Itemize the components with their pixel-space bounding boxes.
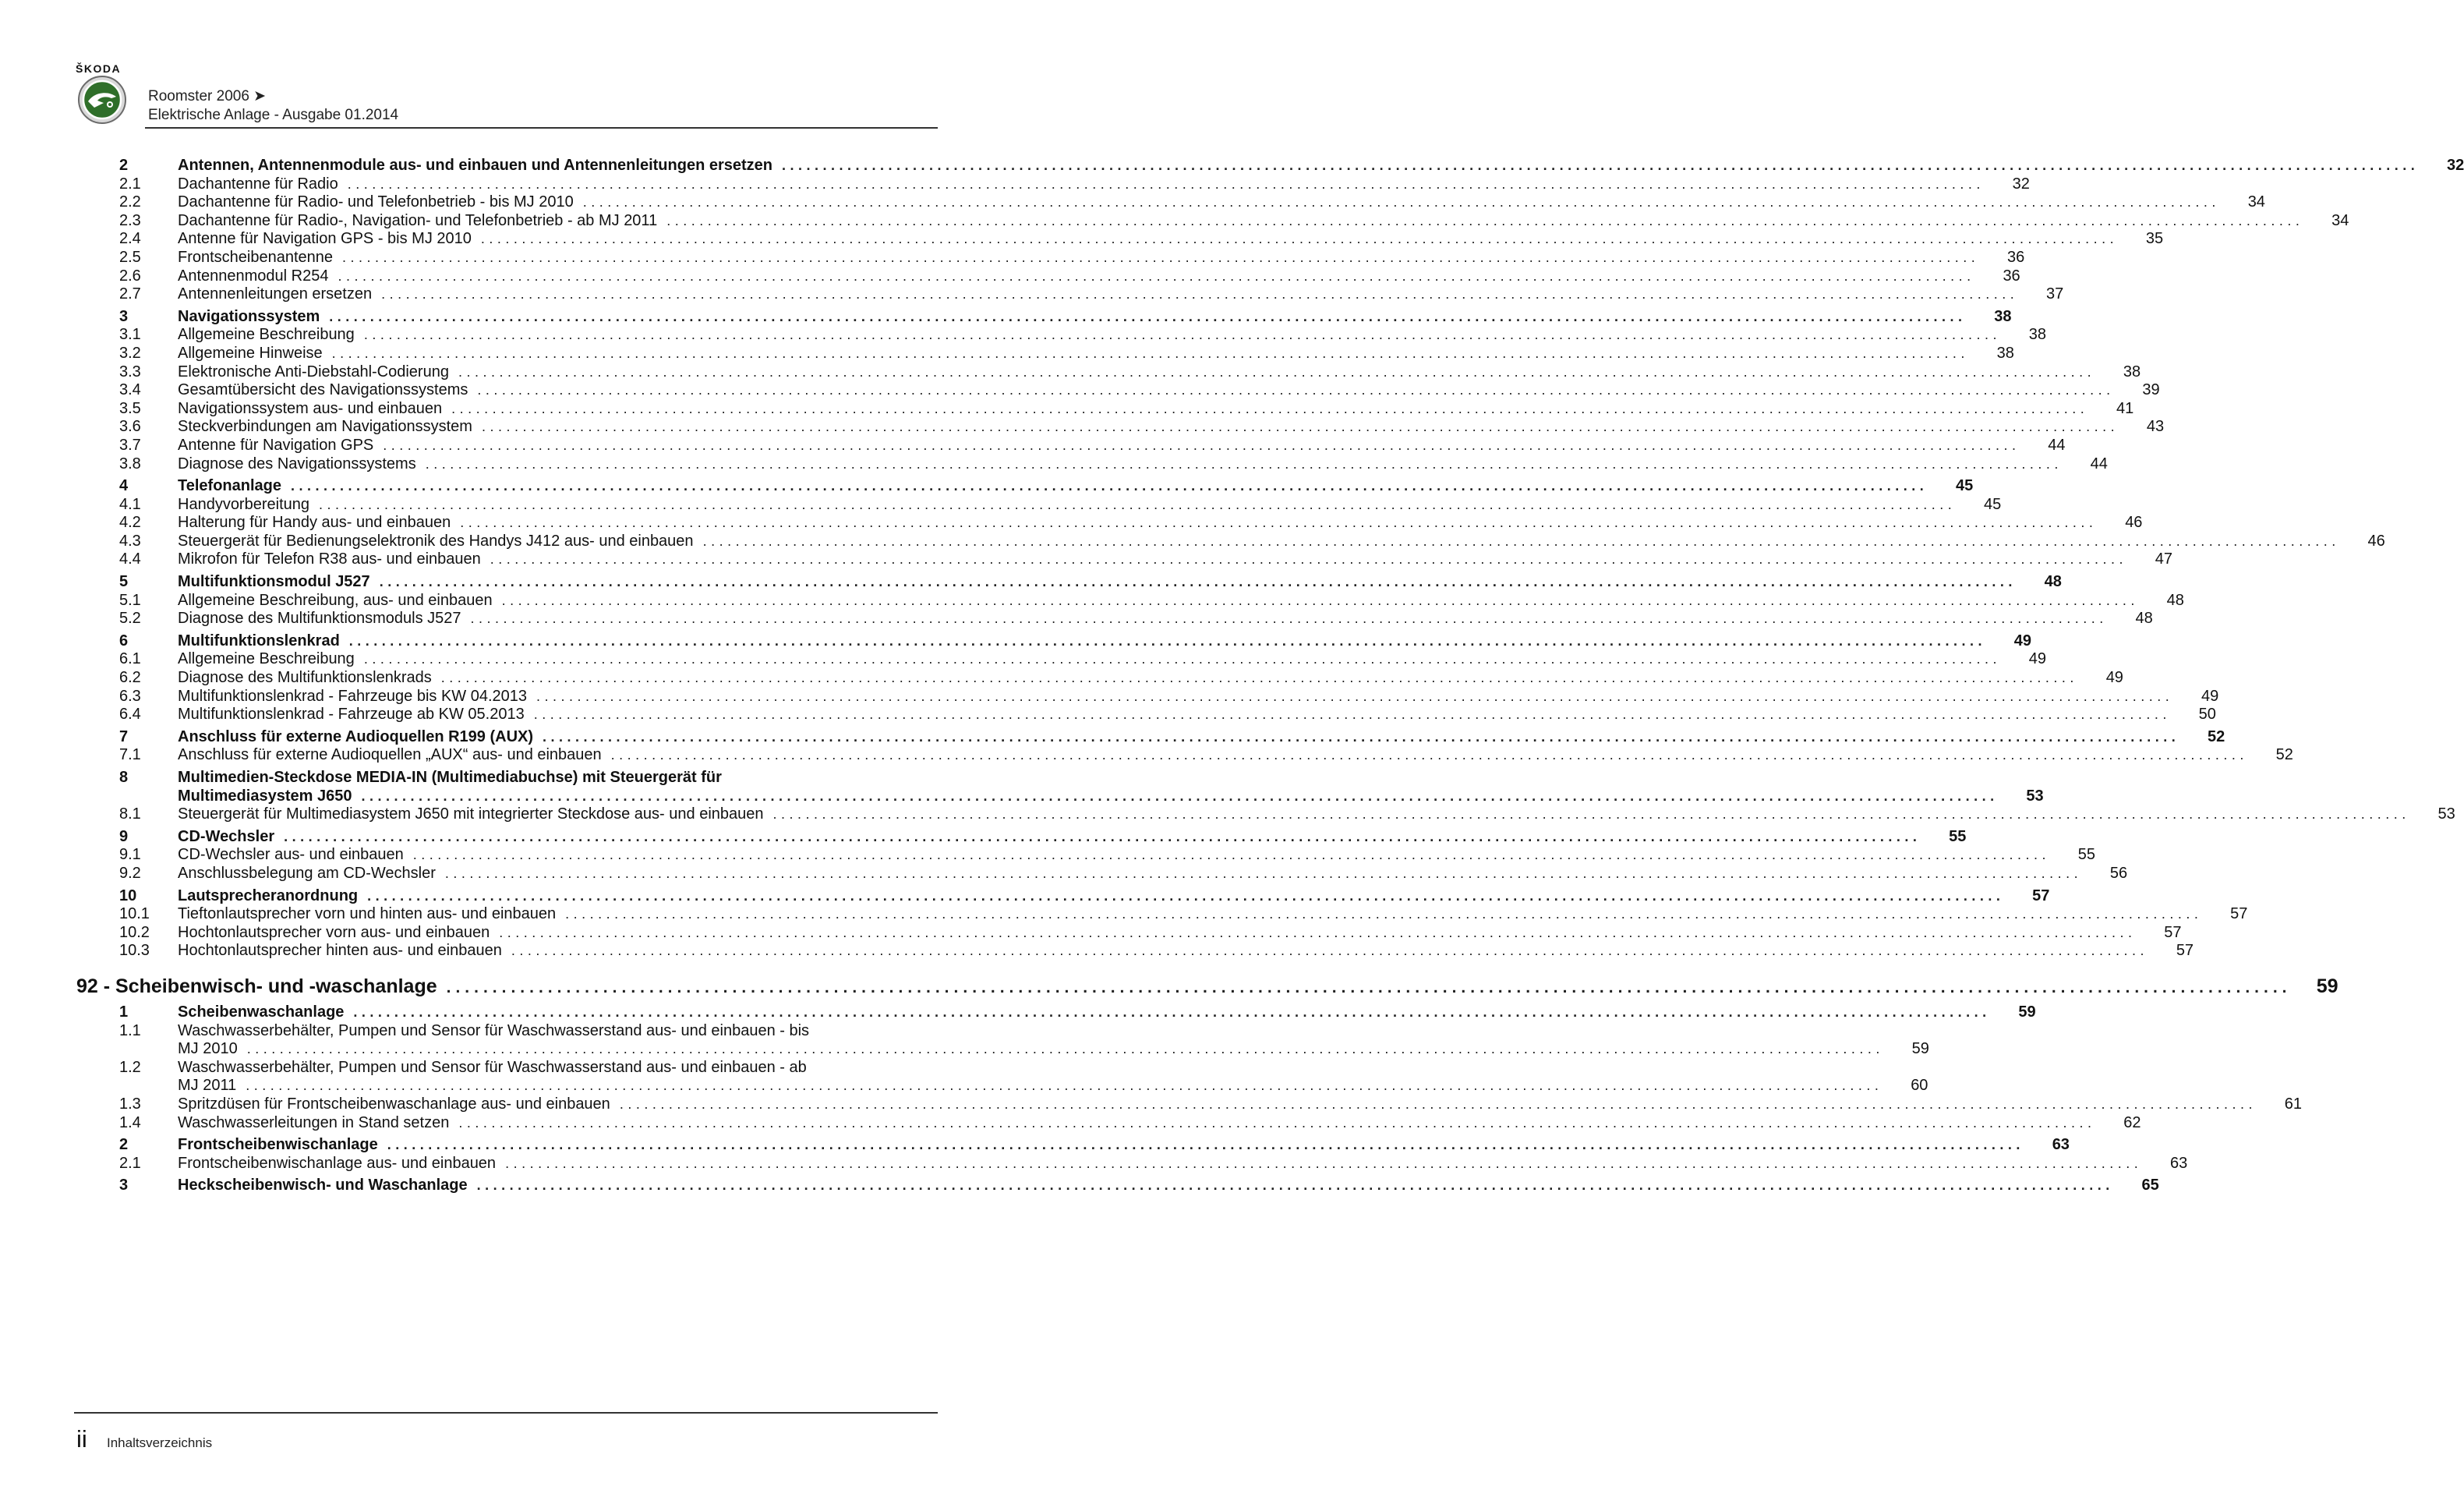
toc-entry-number: 1	[119, 1003, 129, 1021]
page-header	[74, 61, 938, 128]
toc-entry-number: 7.1	[119, 746, 141, 764]
dot-leader: ........................................................................................................................................................................................................	[363, 327, 2002, 343]
dot-leader: ........................................................................................................................................................................................................	[361, 787, 1999, 804]
dot-leader: ........................................................................................................................................................................................................	[363, 651, 2002, 667]
toc-entry-number: 9	[119, 827, 129, 845]
toc-entry[interactable]	[74, 769, 2044, 805]
toc-entry-title: Handyvorbereitung	[178, 495, 309, 513]
toc-entry[interactable]	[74, 514, 2143, 533]
toc-entry[interactable]	[74, 550, 2172, 569]
toc-entry-page: 47	[2155, 550, 2172, 568]
toc-entry-page: 48	[2044, 573, 2062, 591]
toc-entry-number: 2.4	[119, 230, 141, 248]
toc-entry[interactable]	[74, 211, 2349, 231]
toc-entry-title: Frontscheibenwischanlage aus- und einbauen	[178, 1154, 497, 1172]
toc-entry[interactable]	[74, 887, 2050, 906]
toc-entry-number: 9.1	[119, 846, 141, 864]
dot-leader: ........................................................................................................................................................................................................	[772, 806, 2410, 823]
toc-entry-page: 38	[1996, 344, 2014, 362]
toc-entry[interactable]	[74, 746, 2293, 765]
dot-leader: ........................................................................................................................................................................................................	[490, 551, 2127, 568]
toc-entry-page: 45	[1955, 477, 1974, 495]
dot-leader: ........................................................................................................................................................................................................	[619, 1095, 2257, 1112]
toc-entry-number: 2	[119, 157, 129, 174]
dot-leader: ........................................................................................................................................................................................................	[565, 906, 2203, 922]
toc-entry-number: 6.4	[119, 706, 141, 724]
toc-entry-page: 34	[2247, 193, 2265, 211]
toc-entry-page: 57	[2164, 923, 2182, 941]
toc-entry-number: 4.1	[119, 495, 141, 513]
toc-entry-title: CD-Wechsler aus- und einbauen	[178, 846, 404, 864]
toc-entry-number: 2.3	[119, 211, 141, 229]
dot-leader: ........................................................................................................................................................................................................	[444, 865, 2083, 881]
page-number: ii	[76, 1425, 87, 1453]
toc-entry-page: 43	[2146, 418, 2165, 436]
dot-leader: ........................................................................................................................................................................................................	[702, 533, 2340, 549]
dot-leader: ........................................................................................................................................................................................................	[481, 419, 2119, 435]
toc-entry[interactable]	[74, 632, 2031, 651]
toc-entry-number: 4	[119, 477, 129, 495]
toc-entry-title: Lautsprecheranordnung	[178, 887, 359, 904]
toc-entry-title: Diagnose des Navigationssystems	[178, 455, 416, 472]
toc-entry[interactable]	[74, 805, 2455, 824]
toc-entry-number: 1.4	[119, 1113, 141, 1131]
toc-entry[interactable]	[74, 687, 2219, 706]
toc-entry-page: 48	[2166, 591, 2184, 609]
footer-divider	[74, 1412, 938, 1414]
toc-entry-title: Antenne für Navigation GPS - bis MJ 2010	[178, 230, 472, 248]
toc-entry[interactable]	[74, 610, 2153, 628]
dot-leader: ........................................................................................................................................................................................................	[329, 308, 1967, 324]
toc-entry[interactable]	[74, 285, 2064, 304]
toc-entry-title: Frontscheibenwischanlage	[178, 1136, 378, 1154]
toc-entry-number: 7	[119, 727, 129, 745]
toc-entry-page: 65	[2141, 1177, 2159, 1194]
dot-leader: ........................................................................................................................................................................................................	[367, 887, 2005, 904]
dot-leader: ........................................................................................................................................................................................................	[458, 1114, 2096, 1131]
dot-leader: ........................................................................................................................................................................................................	[533, 706, 2171, 723]
toc-entry[interactable]	[74, 157, 2464, 175]
dot-leader: ........................................................................................................................................................................................................	[499, 924, 2137, 940]
toc-entry-title: Elektronische Anti-Diebstahl-Codierung	[178, 363, 449, 380]
toc-entry-number: 2	[119, 1136, 129, 1154]
toc-entry[interactable]	[74, 175, 2030, 194]
toc-entry-page: 49	[2201, 687, 2219, 705]
toc-entry-page: 61	[2284, 1095, 2303, 1113]
toc-entry-title: Diagnose des Multifunktionsmoduls J527	[178, 610, 461, 628]
toc-entry-title: Gesamtübersicht des Navigationssystems	[178, 381, 468, 399]
toc-entry-number: 5.1	[119, 591, 141, 609]
toc-entry[interactable]	[74, 1113, 2141, 1133]
toc-entry-page: 45	[1983, 495, 2002, 513]
toc-entry-title: Steuergerät für Bedienungselektronik des Handys J412 aus- und einbauen	[178, 532, 694, 550]
toc-entry-title-line1: Waschwasserbehälter, Pumpen und Sensor für Waschwasserstand aus- und einbauen - bis	[178, 1021, 810, 1039]
dot-leader: ........................................................................................................................................................................................................	[582, 194, 2220, 211]
toc-entry-number: 3.3	[119, 363, 141, 380]
toc-entry-number: 10.3	[119, 942, 150, 960]
toc-entry-page: 46	[2125, 514, 2143, 532]
toc-entry[interactable]	[74, 846, 2095, 865]
toc-entry[interactable]	[74, 193, 2265, 212]
toc-entry-page: 32	[2446, 157, 2464, 174]
toc-entry[interactable]	[74, 267, 2020, 286]
toc-entry[interactable]	[74, 495, 2002, 515]
toc-entry-title-line1: Multimedien-Steckdose MEDIA-IN (Multimediabuchse) mit Steuergerät für	[178, 769, 722, 786]
toc-entry-number: 3.5	[119, 399, 141, 417]
dot-leader: ........................................................................................................................................................................................................	[342, 249, 1980, 265]
toc-entry[interactable]	[74, 1136, 2070, 1155]
document-title: Roomster 2006 ➤	[148, 88, 267, 104]
toc-entry-page: 49	[2013, 632, 2031, 649]
toc-entry-page: 32	[2012, 175, 2030, 193]
toc-entry-title: Steckverbindungen am Navigationssystem	[178, 418, 472, 436]
toc-entry-page: 34	[2331, 211, 2349, 229]
toc-entry[interactable]	[74, 230, 2164, 249]
dot-leader: ........................................................................................................................................................................................................	[319, 496, 1957, 512]
dot-leader: ........................................................................................................................................................................................................	[460, 515, 2098, 531]
dot-leader: ........................................................................................................................................................................................................	[477, 382, 2115, 398]
toc-entry[interactable]	[74, 706, 2216, 724]
toc-entry-title: MJ 2011	[178, 1077, 237, 1095]
toc-entry-title: Hochtonlautsprecher vorn aus- und einbauen	[178, 923, 490, 941]
toc-entry-number: 2.2	[119, 193, 141, 211]
toc-entry-number: 3.7	[119, 436, 141, 454]
toc-entry-page: 59	[2316, 975, 2339, 997]
toc-entry[interactable]	[74, 248, 2025, 267]
toc-entry-number: 10.2	[119, 923, 150, 941]
toc-chapter[interactable]	[74, 975, 2339, 1000]
toc-entry[interactable]	[74, 363, 2141, 382]
toc-entry[interactable]	[74, 344, 2014, 363]
toc-entry-page: 52	[2275, 746, 2293, 764]
skoda-logo-icon	[77, 75, 127, 125]
dot-leader: ........................................................................................................................................................................................................	[331, 345, 1969, 361]
toc-entry[interactable]	[74, 864, 2128, 883]
toc-entry-title: Multimediasystem J650	[178, 787, 352, 805]
toc-entry[interactable]	[74, 1177, 2159, 1195]
toc-entry-page: 59	[1911, 1040, 1929, 1058]
toc-entry-page: 36	[2007, 248, 2025, 266]
toc-entry-number: 3.8	[119, 455, 141, 472]
dot-leader: ........................................................................................................................................................................................................	[412, 847, 2050, 863]
toc-entry-number: 3.1	[119, 326, 141, 344]
toc-entry-page: 38	[2028, 326, 2047, 344]
toc-entry[interactable]	[74, 727, 2225, 747]
table-of-contents	[74, 153, 2464, 1195]
toc-entry-page: 63	[2052, 1136, 2070, 1154]
toc-entry[interactable]	[74, 1058, 1928, 1095]
toc-entry-number: 3.6	[119, 418, 141, 436]
toc-entry-page: 49	[2028, 650, 2047, 668]
toc-entry-title: Dachantenne für Radio	[178, 175, 338, 193]
footer-label: Inhaltsverzeichnis	[107, 1435, 213, 1450]
toc-entry-number: 5.2	[119, 610, 141, 628]
toc-entry-page: 44	[2090, 455, 2108, 472]
toc-entry[interactable]	[74, 477, 1974, 496]
toc-entry-title: Anschlussbelegung am CD-Wechsler	[178, 864, 436, 882]
dot-leader: ........................................................................................................................................................................................................	[458, 363, 2096, 380]
toc-entry-number: 6.2	[119, 669, 141, 687]
toc-entry-title: Hochtonlautsprecher hinten aus- und einbauen	[178, 942, 502, 960]
toc-entry-page: 57	[2230, 905, 2248, 923]
header-divider	[145, 127, 938, 129]
toc-entry[interactable]	[74, 573, 2062, 592]
dot-leader: ........................................................................................................................................................................................................	[291, 478, 1928, 494]
dot-leader: ........................................................................................................................................................................................................	[348, 632, 1986, 649]
dot-leader: ........................................................................................................................................................................................................	[246, 1041, 1884, 1057]
toc-entry[interactable]	[74, 326, 2047, 345]
toc-entry-page: 62	[2123, 1113, 2141, 1131]
dot-leader: ........................................................................................................................................................................................................	[610, 747, 2248, 763]
toc-entry-number: 2.7	[119, 285, 141, 303]
toc-entry-page: 57	[2176, 942, 2194, 960]
toc-entry[interactable]	[74, 591, 2184, 610]
brand-wordmark: ŠKODA	[76, 62, 122, 75]
toc-entry[interactable]	[74, 455, 2108, 474]
toc-entry[interactable]	[74, 532, 2385, 551]
toc-entry-page: 57	[2032, 887, 2050, 904]
toc-entry-title: Mikrofon für Telefon R38 aus- und einbauen	[178, 550, 481, 568]
toc-entry-page: 60	[1911, 1077, 1928, 1095]
toc-entry-title: Allgemeine Beschreibung, aus- und einbauen	[178, 591, 493, 609]
toc-entry[interactable]	[74, 418, 2165, 437]
toc-entry-title: Heckscheibenwisch- und Waschanlage	[178, 1177, 468, 1194]
dot-leader: ........................................................................................................................................................................................................	[511, 943, 2149, 959]
toc-entry-title: Dachantenne für Radio- und Telefonbetrieb - bis MJ 2010	[178, 193, 574, 211]
toc-entry-number: 4.3	[119, 532, 141, 550]
toc-entry-page: 52	[2207, 727, 2225, 745]
toc-entry-page: 63	[2170, 1154, 2188, 1172]
dot-leader: ........................................................................................................................................................................................................	[536, 688, 2174, 704]
dot-leader: ........................................................................................................................................................................................................	[353, 1003, 1991, 1020]
toc-entry-number: 10	[119, 887, 137, 904]
toc-entry-page: 49	[2105, 669, 2123, 687]
toc-entry-number: 1.3	[119, 1095, 141, 1113]
dot-leader: ........................................................................................................................................................................................................	[451, 400, 2089, 416]
dot-leader: ........................................................................................................................................................................................................	[476, 1177, 2114, 1194]
toc-entry-number: 4.2	[119, 514, 141, 532]
dot-leader: ........................................................................................................................................................................................................	[505, 1155, 2143, 1171]
toc-entry[interactable]	[74, 827, 1967, 847]
toc-entry-title: Telefonanlage	[178, 477, 281, 495]
toc-entry-number: 3	[119, 307, 129, 325]
toc-entry-page: 38	[2123, 363, 2141, 380]
toc-entry-number: 6.3	[119, 687, 141, 705]
dot-leader: ........................................................................................................................................................................................................	[543, 728, 2180, 745]
toc-entry-page: 35	[2145, 230, 2164, 248]
toc-entry-page: 53	[2026, 787, 2044, 805]
toc-entry-title: Steuergerät für Multimediasystem J650 mit integrierter Steckdose aus- und einbauen	[178, 805, 764, 823]
toc-entry-title: Tieftonlautsprecher vorn und hinten aus- und einbauen	[178, 905, 557, 923]
toc-entry-title: Multifunktionslenkrad - Fahrzeuge ab KW 05.2013	[178, 706, 525, 724]
toc-entry-page: 55	[1949, 827, 1967, 845]
toc-entry[interactable]	[74, 1095, 2303, 1114]
toc-entry-number: 5	[119, 573, 129, 591]
toc-entry-title: Frontscheibenantenne	[178, 248, 334, 266]
dot-leader: ........................................................................................................................................................................................................	[425, 455, 2063, 472]
toc-entry-title: MJ 2010	[178, 1040, 238, 1058]
toc-entry-title: Antennen, Antennenmodule aus- und einbauen und Antennenleitungen ersetzen	[178, 157, 772, 174]
toc-entry-title: Scheibenwaschanlage	[178, 1003, 345, 1021]
toc-entry-title: Antennenmodul R254	[178, 267, 329, 285]
toc-entry-number: 2.6	[119, 267, 141, 285]
toc-entry-number: 9.2	[119, 864, 141, 882]
toc-entry-number: 3	[119, 1177, 129, 1194]
toc-entry-number: 8.1	[119, 805, 141, 823]
dot-leader: ........................................................................................................................................................................................................	[666, 212, 2304, 228]
toc-entry-title: Multifunktionslenkrad - Fahrzeuge bis KW 04.2013	[178, 687, 528, 705]
dot-leader: ........................................................................................................................................................................................................	[379, 574, 2017, 590]
toc-entry-title: Allgemeine Beschreibung	[178, 326, 355, 344]
toc-entry[interactable]	[74, 905, 2248, 924]
toc-entry[interactable]	[74, 1154, 2188, 1173]
toc-entry-title: Antenne für Navigation GPS	[178, 436, 374, 454]
toc-entry-title: CD-Wechsler	[178, 827, 275, 845]
toc-entry-title: Allgemeine Hinweise	[178, 344, 323, 362]
dot-leader: ........................................................................................................................................................................................................	[470, 610, 2108, 627]
toc-entry-page: 39	[2142, 381, 2160, 399]
dot-leader: ........................................................................................................................................................................................................	[284, 828, 1921, 844]
dot-leader: ........................................................................................................................................................................................................	[347, 175, 1985, 192]
toc-entry[interactable]	[74, 399, 2134, 419]
toc-entry-number: 10.1	[119, 905, 150, 923]
toc-entry-page: 55	[2077, 846, 2095, 864]
toc-entry-title: Navigationssystem	[178, 307, 320, 325]
dot-leader: ........................................................................................................................................................................................................	[501, 592, 2139, 608]
toc-entry-number: 2.1	[119, 175, 141, 193]
toc-entry-number: 3.2	[119, 344, 141, 362]
toc-entry[interactable]	[74, 436, 2066, 455]
toc-entry-title: Halterung für Handy aus- und einbauen	[178, 514, 451, 532]
dot-leader: ........................................................................................................................................................................................................	[246, 1078, 1883, 1094]
toc-entry[interactable]	[74, 381, 2160, 400]
toc-entry-number: 2.1	[119, 1154, 141, 1172]
toc-entry-title: Dachantenne für Radio-, Navigation- und Telefonbetrieb - ab MJ 2011	[178, 211, 658, 229]
toc-entry-page: 38	[1994, 307, 2012, 325]
toc-entry[interactable]	[74, 1003, 2036, 1022]
dot-leader: ........................................................................................................................................................................................................	[338, 267, 1975, 284]
dot-leader: ........................................................................................................................................................................................................	[440, 670, 2078, 686]
toc-entry-page: 46	[2367, 532, 2385, 550]
toc-entry[interactable]	[74, 942, 2194, 961]
toc-entry-title: Multifunktionsmodul J527	[178, 573, 370, 591]
toc-entry-page: 56	[2109, 864, 2128, 882]
toc-entry-title: Spritzdüsen für Frontscheibenwaschanlage aus- und einbauen	[178, 1095, 610, 1113]
toc-entry-number: 6.1	[119, 650, 141, 668]
dot-leader: ........................................................................................................................................................................................................	[381, 286, 2019, 303]
toc-entry[interactable]	[74, 307, 2012, 327]
toc-entry-number: 8	[119, 769, 129, 786]
dot-leader: ........................................................................................................................................................................................................	[387, 1137, 2024, 1153]
toc-entry-title: Diagnose des Multifunktionslenkrads	[178, 669, 432, 687]
dot-leader: ........................................................................................................................................................................................................	[480, 231, 2119, 247]
toc-entry-title: Multifunktionslenkrad	[178, 632, 340, 649]
toc-entry-page: 36	[2003, 267, 2020, 285]
toc-entry-page: 41	[2116, 399, 2134, 417]
toc-entry-title: Navigationssystem aus- und einbauen	[178, 399, 443, 417]
toc-entry-page: 53	[2437, 805, 2455, 823]
toc-entry[interactable]	[74, 1021, 1929, 1059]
toc-entry-title: 92 - Scheibenwisch- und -waschanlage	[76, 975, 437, 997]
toc-entry-title-line1: Waschwasserbehälter, Pumpen und Sensor für Waschwasserstand aus- und einbauen - ab	[178, 1058, 807, 1076]
toc-entry-number: 1.1	[119, 1021, 141, 1039]
dot-leader: ........................................................................................................................................................................................................	[782, 157, 2420, 173]
toc-entry-title: Allgemeine Beschreibung	[178, 650, 355, 668]
toc-entry-number: 1.2	[119, 1058, 141, 1076]
toc-entry[interactable]	[74, 650, 2047, 669]
toc-entry[interactable]	[74, 923, 2182, 943]
toc-entry-number: 3.4	[119, 381, 141, 399]
toc-entry-page: 44	[2048, 436, 2066, 454]
dot-leader: ........................................................................................................................................................................................................	[383, 437, 2020, 453]
document-subtitle: Elektrische Anlage - Ausgabe 01.2014	[148, 107, 399, 123]
toc-entry-number: 6	[119, 632, 129, 649]
toc-entry-title: Waschwasserleitungen in Stand setzen	[178, 1113, 450, 1131]
toc-entry-title: Anschluss für externe Audioquellen R199 (AUX)	[178, 727, 534, 745]
toc-entry-number: 4.4	[119, 550, 141, 568]
toc-entry[interactable]	[74, 669, 2123, 688]
toc-entry-page: 48	[2135, 610, 2153, 628]
dot-leader: ........................................................................................................................................................................................................	[446, 978, 2292, 996]
toc-entry-page: 37	[2046, 285, 2064, 303]
toc-entry-page: 59	[2018, 1003, 2036, 1021]
toc-entry-number: 2.5	[119, 248, 141, 266]
toc-entry-title: Antennenleitungen ersetzen	[178, 285, 373, 303]
toc-entry-page: 50	[2198, 706, 2216, 724]
toc-entry-title: Anschluss für externe Audioquellen „AUX“ aus- und einbauen	[178, 746, 602, 764]
